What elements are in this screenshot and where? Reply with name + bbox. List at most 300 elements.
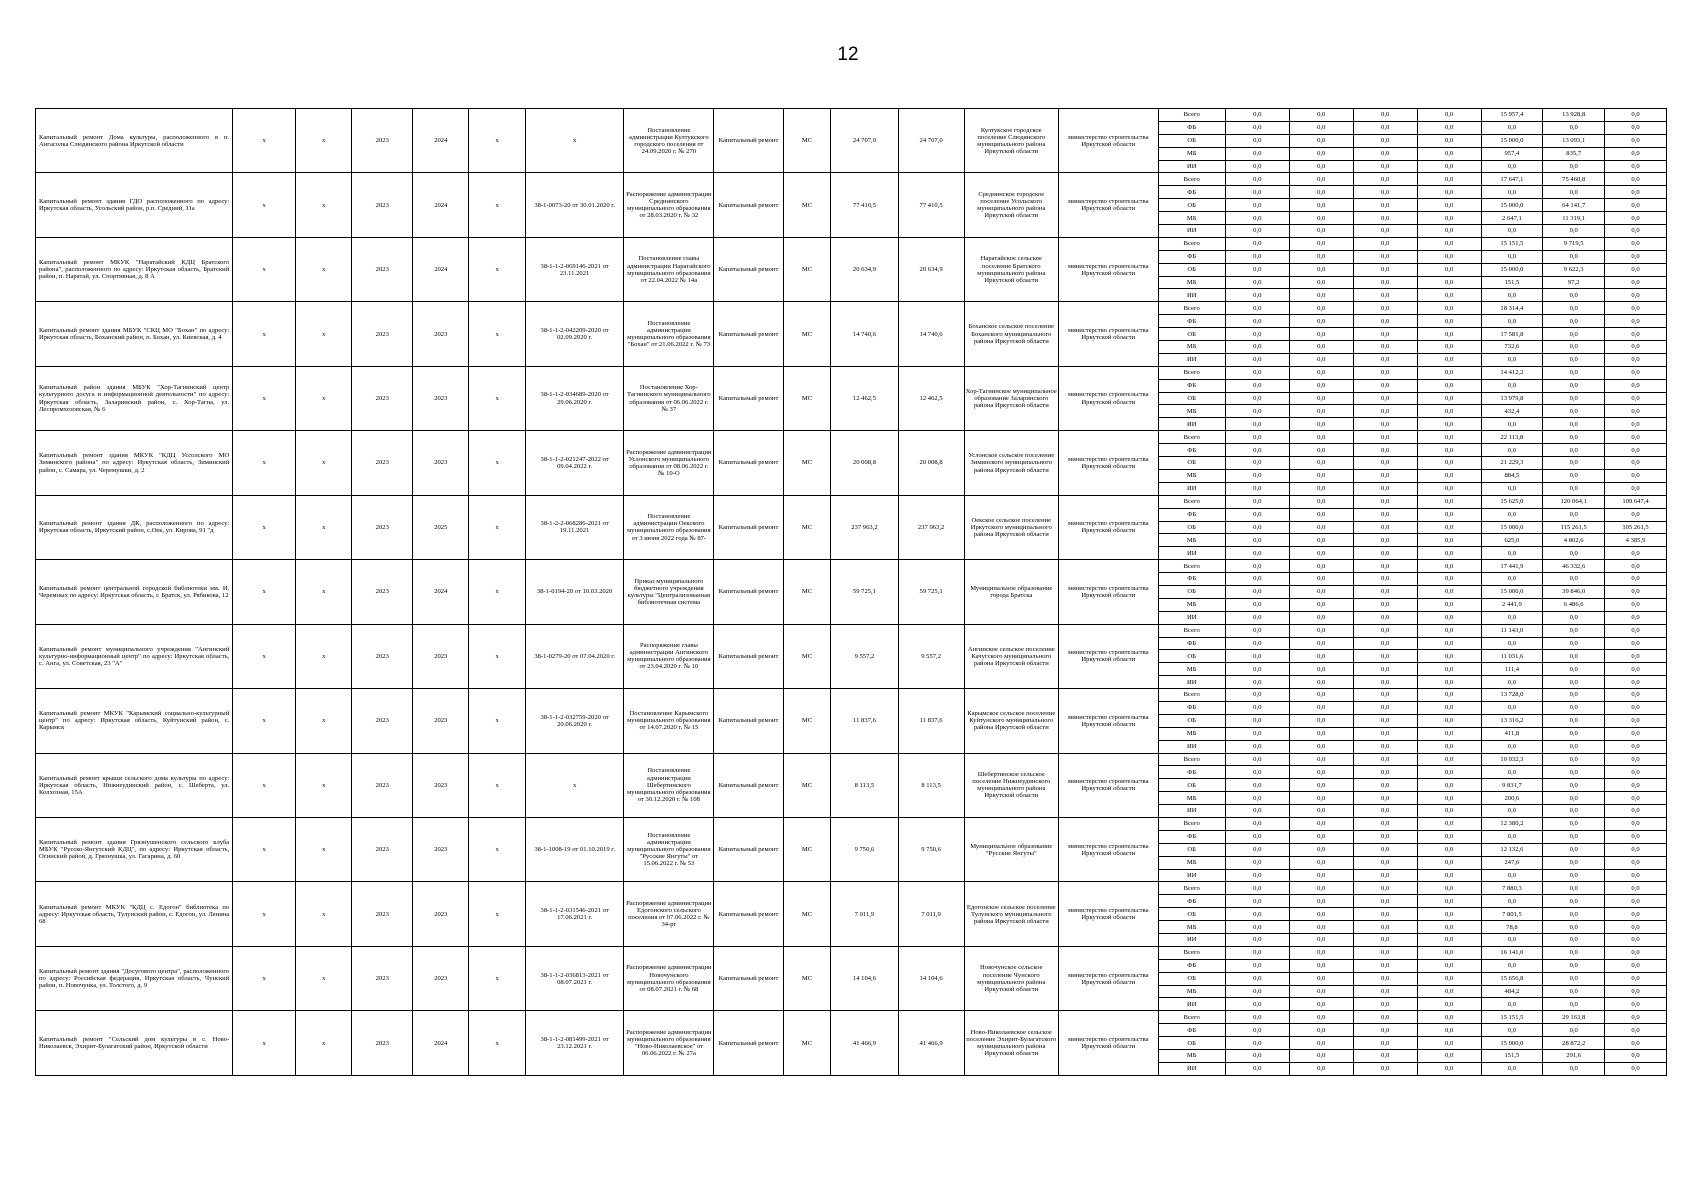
funding-value-cell: 0,0 [1417,237,1481,250]
funding-value-cell: 0,0 [1225,611,1289,624]
funding-value-cell: 0,0 [1225,1024,1289,1037]
object-name-cell: Капитальный ремонт здания ГДО расположенного по адресу: Иркутская область, Усольский район, р.п. Средний, 11а [36,173,233,237]
funding-value-cell: 15 000,0 [1481,521,1543,534]
funding-value-cell: 0,0 [1543,302,1605,315]
funding-value-cell: 0,0 [1605,469,1667,482]
registration-cell: 38-1-1-2-036813-2021 от 08.07.2021 г. [525,946,624,1010]
funding-value-cell: 0,0 [1289,353,1353,366]
funding-value-cell: 0,0 [1289,1050,1353,1063]
funding-value-cell: 0,0 [1225,212,1289,225]
start-year-cell: 2023 [352,495,413,559]
ms-cell: МС [783,495,831,559]
decision-document-cell: Распоряжение администрации Среднинского муниципального образования от 28.03.2020 г. № 32 [624,173,714,237]
object-name-cell: Капитальный ремонт здания МКУК "КДЦ Уссолского МО Зиминского района" по адресу: Иркутская область, Зиминский район, с. Самара, ул. Черемушки, д. 2 [36,431,233,495]
funding-value-cell: 411,8 [1481,727,1543,740]
funding-value-cell: 75 460,8 [1543,173,1605,186]
funding-value-cell: 0,0 [1289,263,1353,276]
funding-value-cell: 0,0 [1353,1062,1417,1075]
funding-source-cell: ИИ [1158,676,1225,689]
funding-value-cell: 0,0 [1605,186,1667,199]
funding-value-cell: 0,0 [1225,882,1289,895]
ministry-cell: министерство строительства Иркутской области [1058,431,1158,495]
funding-value-cell: 0,0 [1289,817,1353,830]
remaining-cost-cell: 20 634,9 [898,237,964,301]
funding-source-cell: Всего [1158,1011,1225,1024]
funding-value-cell: 0,0 [1417,508,1481,521]
funding-value-cell: 0,0 [1543,121,1605,134]
funding-value-cell: 0,0 [1353,186,1417,199]
funding-value-cell: 0,0 [1353,173,1417,186]
funding-value-cell: 0,0 [1225,779,1289,792]
start-year-cell: 2023 [352,366,413,430]
funding-value-cell: 0,0 [1225,753,1289,766]
table-body [36,109,1667,1076]
funding-value-cell: 0,0 [1481,418,1543,431]
funding-value-cell: 0,0 [1353,482,1417,495]
funding-value-cell: 0,0 [1353,495,1417,508]
funding-value-cell: 0,0 [1353,934,1417,947]
funding-source-cell: Всего [1158,560,1225,573]
table-row [36,560,1667,573]
funding-value-cell: 0,0 [1481,676,1543,689]
funding-value-cell: 484,2 [1481,985,1543,998]
start-year-cell: 2023 [352,431,413,495]
funding-source-cell: МБ [1158,405,1225,418]
work-type-cell: Капитальный ремонт [714,302,783,366]
funding-value-cell: 0,0 [1417,1011,1481,1024]
funding-value-cell: 0,0 [1605,134,1667,147]
work-type-cell: Капитальный ремонт [714,431,783,495]
funding-value-cell: 0,0 [1225,1037,1289,1050]
funding-value-cell: 0,0 [1289,431,1353,444]
funding-value-cell: 0,0 [1605,173,1667,186]
object-name-cell: Капитальный ремонт муниципального учреждения "Ангинский культурно-информационный центр" по адресу: Иркутская область, с. Анга, ул. Советская, 23 "А" [36,624,233,688]
funding-value-cell: 0,0 [1225,302,1289,315]
funding-value-cell: 0,0 [1353,998,1417,1011]
funding-value-cell: 0,0 [1353,121,1417,134]
funding-value-cell: 0,0 [1225,1062,1289,1075]
estimated-cost-cell: 24 707,0 [831,109,898,173]
funding-value-cell: 0,0 [1543,805,1605,818]
funding-value-cell: 0,0 [1225,392,1289,405]
funding-value-cell: 0,0 [1481,740,1543,753]
funding-value-cell: 0,0 [1353,959,1417,972]
mark-cell-2: х [296,624,352,688]
funding-value-cell: 0,0 [1225,495,1289,508]
funding-value-cell: 0,0 [1481,573,1543,586]
ministry-cell: министерство строительства Иркутской области [1058,817,1158,881]
funding-value-cell: 151,5 [1481,276,1543,289]
funding-value-cell: 0,0 [1417,985,1481,998]
object-name-cell: Капитальный ремонт здания ДК, расположенного по адресу: Иркутская область, Иркутский район, с.Оек, ул. Кирова, 91 "д [36,495,233,559]
funding-value-cell: 0,0 [1605,843,1667,856]
funding-value-cell: 0,0 [1481,379,1543,392]
funding-value-cell: 0,0 [1353,392,1417,405]
funding-value-cell: 0,0 [1353,302,1417,315]
funding-value-cell: 0,0 [1289,121,1353,134]
funding-value-cell: 0,0 [1605,482,1667,495]
funding-value-cell: 13 979,8 [1481,392,1543,405]
funding-value-cell: 0,0 [1353,547,1417,560]
funding-value-cell: 0,0 [1225,1011,1289,1024]
work-type-cell: Капитальный ремонт [714,946,783,1010]
work-type-cell: Капитальный ремонт [714,624,783,688]
funding-source-cell: ОБ [1158,134,1225,147]
object-name-cell: Капитальный ремонт МКУК "КДЦ с. Едогон" библиотека по адресу: Иркутская область, Тулунский район, с. Едогон, ул. Ленина 68 [36,882,233,946]
funding-source-cell: ИИ [1158,805,1225,818]
funding-value-cell: 0,0 [1543,843,1605,856]
funding-value-cell: 0,0 [1543,895,1605,908]
funding-source-cell: Всего [1158,109,1225,122]
funding-value-cell: 0,0 [1225,573,1289,586]
funding-value-cell: 0,0 [1289,534,1353,547]
registration-cell: 38-1-1-2-081499-2021 от 23.12.2021 г. [525,1011,624,1075]
funding-source-cell: ИИ [1158,1062,1225,1075]
funding-value-cell: 0,0 [1605,766,1667,779]
funding-value-cell: 0,0 [1225,186,1289,199]
funding-value-cell: 0,0 [1417,972,1481,985]
object-name-cell: Капитальный ремонт МКУК "Наратайский КДЦ Братского района", расположенного по адресу: Иркутская область, Братский район, п. Наратай, ул. Спортивная, д. 8 А [36,237,233,301]
estimated-cost-cell: 12 462,5 [831,366,898,430]
funding-value-cell: 0,0 [1289,315,1353,328]
funding-value-cell: 0,0 [1353,418,1417,431]
funding-value-cell: 0,0 [1289,341,1353,354]
mark-cell-2: х [296,946,352,1010]
funding-value-cell: 0,0 [1417,676,1481,689]
funding-value-cell: 0,0 [1353,457,1417,470]
funding-value-cell: 0,0 [1353,869,1417,882]
funding-value-cell: 6 486,6 [1543,598,1605,611]
mark-cell-3: х [469,753,525,817]
funding-value-cell: 0,0 [1289,792,1353,805]
funding-value-cell: 0,0 [1605,1037,1667,1050]
estimated-cost-cell: 9 750,6 [831,817,898,881]
object-name-cell: Капитальный ремонт здания Грязнушенского сельского клуба МБУК "Русско-Янгутский КДЦ", по адресу: Иркутская область, Осинский район, д. Грязнушка, ул. Гагарина, д. 60 [36,817,233,881]
end-year-cell: 2023 [413,689,469,753]
funding-value-cell: 21 229,3 [1481,457,1543,470]
mark-cell-1: х [233,817,296,881]
funding-value-cell: 0,0 [1481,121,1543,134]
funding-value-cell: 0,0 [1417,147,1481,160]
funding-source-cell: ФБ [1158,444,1225,457]
funding-value-cell: 0,0 [1417,521,1481,534]
funding-value-cell: 0,0 [1353,779,1417,792]
funding-value-cell: 0,0 [1605,1011,1667,1024]
funding-value-cell: 13 316,2 [1481,714,1543,727]
funding-value-cell: 0,0 [1605,869,1667,882]
funding-value-cell: 0,0 [1353,805,1417,818]
funding-value-cell: 0,0 [1289,585,1353,598]
funding-value-cell: 0,0 [1353,366,1417,379]
funding-value-cell: 15 625,0 [1481,495,1543,508]
funding-source-cell: Всего [1158,624,1225,637]
funding-value-cell: 0,0 [1605,779,1667,792]
funding-value-cell: 0,0 [1481,805,1543,818]
funding-value-cell: 0,0 [1289,740,1353,753]
start-year-cell: 2023 [352,560,413,624]
funding-value-cell: 0,0 [1353,895,1417,908]
table-row [36,495,1667,508]
funding-value-cell: 0,0 [1605,353,1667,366]
funding-source-cell: Всего [1158,753,1225,766]
estimated-cost-cell: 20 634,9 [831,237,898,301]
funding-value-cell: 0,0 [1289,830,1353,843]
funding-value-cell: 0,0 [1417,1024,1481,1037]
registration-cell: 38-1-2-2-068286-2021 от 19.11.2021 [525,495,624,559]
start-year-cell: 2023 [352,689,413,753]
mark-cell-3: х [469,302,525,366]
municipality-cell: Карымское сельское поселение Куйтунского муниципального района Иркутской области [964,689,1058,753]
funding-source-cell: МБ [1158,276,1225,289]
funding-value-cell: 0,0 [1289,147,1353,160]
funding-value-cell: 0,0 [1417,328,1481,341]
funding-value-cell: 0,0 [1543,444,1605,457]
funding-value-cell: 0,0 [1289,405,1353,418]
funding-value-cell: 0,0 [1417,263,1481,276]
funding-value-cell: 0,0 [1417,959,1481,972]
funding-value-cell: 0,0 [1605,676,1667,689]
funding-source-cell: ИИ [1158,547,1225,560]
end-year-cell: 2025 [413,495,469,559]
funding-value-cell: 0,0 [1225,534,1289,547]
funding-value-cell: 732,6 [1481,341,1543,354]
funding-value-cell: 0,0 [1225,714,1289,727]
funding-value-cell: 0,0 [1225,598,1289,611]
funding-value-cell: 0,0 [1543,508,1605,521]
funding-value-cell: 0,0 [1543,998,1605,1011]
funding-value-cell: 0,0 [1481,830,1543,843]
funding-value-cell: 0,0 [1225,457,1289,470]
funding-value-cell: 0,0 [1605,405,1667,418]
funding-source-cell: ИИ [1158,740,1225,753]
ms-cell: МС [783,560,831,624]
object-name-cell: Капитальный ремонт МКУК "Карымский социально-культурный центр" по адресу: Иркутская область, Куйтунский район, с. Карымск [36,689,233,753]
mark-cell-1: х [233,431,296,495]
ministry-cell: министерство строительства Иркутской области [1058,753,1158,817]
funding-source-cell: ИИ [1158,353,1225,366]
funding-value-cell: 0,0 [1353,689,1417,702]
funding-source-cell: ОБ [1158,263,1225,276]
funding-value-cell: 0,0 [1543,908,1605,921]
funding-value-cell: 0,0 [1353,676,1417,689]
funding-value-cell: 0,0 [1605,212,1667,225]
funding-value-cell: 0,0 [1225,740,1289,753]
funding-value-cell: 0,0 [1543,431,1605,444]
mark-cell-3: х [469,882,525,946]
funding-value-cell: 0,0 [1417,418,1481,431]
end-year-cell: 2023 [413,431,469,495]
mark-cell-2: х [296,366,352,430]
funding-value-cell: 0,0 [1353,250,1417,263]
funding-value-cell: 0,0 [1481,225,1543,238]
funding-value-cell: 0,0 [1289,766,1353,779]
funding-value-cell: 247,6 [1481,856,1543,869]
funding-value-cell: 0,0 [1417,1050,1481,1063]
funding-value-cell: 0,0 [1543,405,1605,418]
funding-source-cell: ОБ [1158,843,1225,856]
funding-value-cell: 0,0 [1353,289,1417,302]
funding-value-cell: 0,0 [1225,895,1289,908]
funding-value-cell: 0,0 [1289,998,1353,1011]
funding-value-cell: 0,0 [1417,212,1481,225]
funding-value-cell: 0,0 [1353,147,1417,160]
mark-cell-1: х [233,946,296,1010]
ms-cell: МС [783,302,831,366]
funding-value-cell: 151,5 [1481,1050,1543,1063]
funding-value-cell: 115 261,5 [1543,521,1605,534]
end-year-cell: 2024 [413,1011,469,1075]
funding-value-cell: 0,0 [1225,972,1289,985]
funding-value-cell: 0,0 [1543,714,1605,727]
ms-cell: МС [783,689,831,753]
funding-value-cell: 0,0 [1543,650,1605,663]
funding-value-cell: 0,0 [1225,289,1289,302]
funding-value-cell: 0,0 [1605,444,1667,457]
mark-cell-3: х [469,237,525,301]
funding-value-cell: 0,0 [1417,405,1481,418]
ministry-cell: министерство строительства Иркутской области [1058,366,1158,430]
funding-value-cell: 0,0 [1289,302,1353,315]
funding-value-cell: 15 957,4 [1481,109,1543,122]
funding-value-cell: 291,6 [1543,1050,1605,1063]
funding-value-cell: 0,0 [1417,392,1481,405]
funding-value-cell: 0,0 [1225,830,1289,843]
remaining-cost-cell: 20 008,8 [898,431,964,495]
start-year-cell: 2023 [352,753,413,817]
object-name-cell: Капитальный ремонт Дома культуры, расположенного в п. Ангасолка Слюдянского района Иркутской области [36,109,233,173]
funding-value-cell: 0,0 [1225,650,1289,663]
funding-value-cell: 0,0 [1353,134,1417,147]
funding-value-cell: 0,0 [1289,985,1353,998]
start-year-cell: 2023 [352,624,413,688]
funding-source-cell: ФБ [1158,1024,1225,1037]
funding-value-cell: 0,0 [1605,237,1667,250]
funding-source-cell: МБ [1158,341,1225,354]
municipality-cell: Услонское сельское поселение Зиминского муниципального района Иркутской области [964,431,1058,495]
funding-value-cell: 0,0 [1605,431,1667,444]
funding-value-cell: 15 151,5 [1481,237,1543,250]
funding-value-cell: 0,0 [1417,431,1481,444]
funding-value-cell: 0,0 [1605,379,1667,392]
funding-value-cell: 0,0 [1225,341,1289,354]
funding-value-cell: 0,0 [1543,418,1605,431]
registration-cell: 38-1-1-2-034689-2020 от 29.06.2020 г. [525,366,624,430]
funding-value-cell: 0,0 [1289,469,1353,482]
funding-value-cell: 0,0 [1605,1024,1667,1037]
funding-value-cell: 0,0 [1417,779,1481,792]
funding-value-cell: 0,0 [1225,624,1289,637]
funding-source-cell: ИИ [1158,225,1225,238]
funding-value-cell: 0,0 [1225,766,1289,779]
funding-value-cell: 0,0 [1289,856,1353,869]
funding-value-cell: 0,0 [1225,998,1289,1011]
funding-value-cell: 0,0 [1417,611,1481,624]
estimated-cost-cell: 59 725,1 [831,560,898,624]
funding-source-cell: ФБ [1158,637,1225,650]
remaining-cost-cell: 7 011,9 [898,882,964,946]
municipality-cell: Новочунское сельское поселение Чунского муниципального района Иркутской области [964,946,1058,1010]
funding-value-cell: 11 031,6 [1481,650,1543,663]
funding-value-cell: 200,6 [1481,792,1543,805]
funding-source-cell: Всего [1158,495,1225,508]
funding-value-cell: 0,0 [1353,469,1417,482]
funding-value-cell: 0,0 [1481,934,1543,947]
funding-value-cell: 0,0 [1225,109,1289,122]
funding-value-cell: 0,0 [1225,701,1289,714]
funding-value-cell: 0,0 [1353,508,1417,521]
funding-value-cell: 0,0 [1481,959,1543,972]
funding-value-cell: 0,0 [1605,856,1667,869]
funding-value-cell: 0,0 [1225,405,1289,418]
funding-value-cell: 0,0 [1353,315,1417,328]
funding-value-cell: 0,0 [1225,353,1289,366]
funding-value-cell: 0,0 [1289,160,1353,173]
ministry-cell: министерство строительства Иркутской области [1058,689,1158,753]
table-row [36,817,1667,830]
funding-source-cell: ОБ [1158,521,1225,534]
funding-value-cell: 0,0 [1353,237,1417,250]
end-year-cell: 2024 [413,109,469,173]
funding-value-cell: 46 332,6 [1543,560,1605,573]
remaining-cost-cell: 14 104,6 [898,946,964,1010]
funding-value-cell: 15 000,0 [1481,585,1543,598]
funding-value-cell: 0,0 [1605,276,1667,289]
funding-value-cell: 0,0 [1353,534,1417,547]
funding-value-cell: 0,0 [1543,637,1605,650]
funding-source-cell: ИИ [1158,418,1225,431]
funding-value-cell: 0,0 [1289,225,1353,238]
funding-value-cell: 0,0 [1481,766,1543,779]
funding-value-cell: 0,0 [1543,289,1605,302]
funding-value-cell: 0,0 [1353,225,1417,238]
mark-cell-1: х [233,237,296,301]
funding-value-cell: 0,0 [1417,882,1481,895]
registration-cell: 38-1-0194-20 от 10.03.2020 [525,560,624,624]
funding-value-cell: 0,0 [1353,946,1417,959]
page-number: 12 [837,44,859,65]
decision-document-cell: Распоряжение администрации Услонского муниципального образования от 08.06.2022 г. № 10-О [624,431,714,495]
funding-value-cell: 0,0 [1605,109,1667,122]
funding-source-cell: Всего [1158,431,1225,444]
mark-cell-1: х [233,753,296,817]
funding-value-cell: 0,0 [1289,843,1353,856]
object-name-cell: Капитальный ремонт здания "Досугового центра", расположенного по адресу: Российская федерация, Иркутская область, Чунский район, п. Новочунка, ул. Толстого, д. 9 [36,946,233,1010]
funding-value-cell: 0,0 [1289,921,1353,934]
mark-cell-1: х [233,1011,296,1075]
funding-value-cell: 0,0 [1353,1050,1417,1063]
funding-value-cell: 0,0 [1225,959,1289,972]
funding-value-cell: 0,0 [1417,805,1481,818]
funding-value-cell: 0,0 [1417,624,1481,637]
funding-value-cell: 0,0 [1543,482,1605,495]
mark-cell-2: х [296,173,352,237]
funding-value-cell: 0,0 [1417,121,1481,134]
funding-value-cell: 0,0 [1289,1037,1353,1050]
funding-source-cell: Всего [1158,882,1225,895]
municipality-cell: Едогонское сельское поселение Тулунского муниципального района Иркутской области [964,882,1058,946]
funding-value-cell: 11 143,0 [1481,624,1543,637]
mark-cell-3: х [469,946,525,1010]
funding-value-cell: 9 622,3 [1543,263,1605,276]
funding-value-cell: 0,0 [1417,379,1481,392]
funding-source-cell: ИИ [1158,482,1225,495]
municipality-cell: Ангинское сельское поселение Качугского муниципального района Иркутской области [964,624,1058,688]
funding-source-cell: Всего [1158,302,1225,315]
registration-cell: х [525,753,624,817]
funding-value-cell: 0,0 [1353,1037,1417,1050]
mark-cell-1: х [233,366,296,430]
decision-document-cell: Распоряжение администрации муниципального образования "Ново-Николаевское" от 06.06.2022 г. № 27а [624,1011,714,1075]
